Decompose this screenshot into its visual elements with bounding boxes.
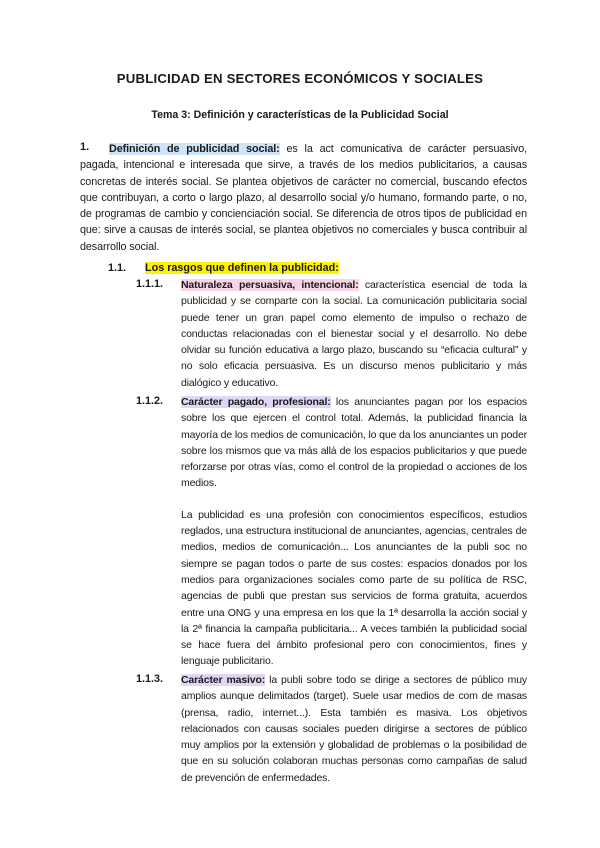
item-number: 1.1.3. xyxy=(136,673,164,685)
item-paragraph xyxy=(181,277,527,391)
item-paragraph-second: La publicidad es una profesión con conocimientos específicos, estudios reglados, una estructura institucional de anunciantes, agencias, centrales de medios, medios de comunicación... Los anunciantes de la publi soc no siempre se pagan todos o parte de sus costes: espacios donados por los medios para organizaciones sociales como parte de su política de RSC, agencias de publi que prestan sus servicios de forma gratuita, acuerdos entre una ONG y una empresa en los que la 1ª desarrolla la acción social y la 2ª financia la campaña publicitaria... A veces también la publicidad social se hace fuera del ámbito profesional pero con conocimientos, fines y lenguaje publicitario. xyxy=(181,508,527,668)
item-body xyxy=(181,277,527,391)
item-body xyxy=(181,672,527,786)
document-title: PUBLICIDAD EN SECTORES ECONÓMICOS Y SOCIALES xyxy=(116,71,484,86)
item-paragraph-text: característica esencial de toda la publicidad y se comparte con la social. La comunicación publicitaria social puede tener un gran papel como elemento de impulso o rechazo de conductas relacionadas con el bienestar social y el desarrollo. No debe olvidar su función educativa a largo plazo, buscando su “eficacia cultural” y no solo eficacia persuasiva. Es un discurso menos publicitario y más dialógico y educativo. xyxy=(181,279,527,389)
item-paragraph-text: los anunciantes pagan por los espacios sobre los que ejercen el control total. Además, la publicidad financia la mayoría de los medios de comunicación, lo que da los anunciantes un poder sobre los mismos que va más allá de los espacios publicitarios y que puede reforzarse por otras vías, como el control de la propiedad o acciones de los medios. xyxy=(181,396,527,490)
section-body: es la act comunicativa de carácter persuasivo, pagada, intencional e interesada que sirve, a través de los medios publicitarios, a causas concretas de interés social. Se plantea objetivos de carácter no comercial, buscando efectos que contribuyan, a corto o largo plazo, al desarrollo social y/o humano, formando parte, o no, de programas de cambio y concienciación social. Se diferencia de otros tipos de publicidad en que: sirve a causas de interés social, se plantea objetivos no comerciales y busca contribuir al desarrollo social. xyxy=(80,143,527,253)
item-heading: Naturaleza persuasiva, intencional: xyxy=(181,279,359,291)
item-heading: Carácter masivo: xyxy=(181,674,266,686)
item-paragraph xyxy=(181,394,527,492)
section-heading: Definición de publicidad social: xyxy=(109,143,280,155)
item-number: 1.1.2. xyxy=(136,395,164,407)
subsection-number: 1.1. xyxy=(108,262,127,274)
item-number: 1.1.1. xyxy=(136,278,164,290)
section-number: 1. xyxy=(80,141,90,153)
item-body xyxy=(181,394,527,670)
document-subtitle: Tema 3: Definición y características de la Publicidad Social xyxy=(151,109,449,121)
item-heading: Carácter pagado, profesional: xyxy=(181,396,331,408)
item-paragraph-text: la publi sobre todo se dirige a sectores de público muy amplios aunque delimitados (target). Suele usar medios de com de masas (prensa, radio, internet...). Esta también es masiva. Los objetivos relacionados con causas sociales pueden dirigirse a sectores de público muy amplios por la extensión y globalidad de problemas o la posibilidad de que en su solución colaboran muchas personas como campañas de salud de prevención de enfermedades. xyxy=(181,674,527,784)
subsection-heading-text: Los rasgos que definen la publicidad: xyxy=(145,262,339,274)
subsection-heading xyxy=(145,262,339,274)
section-definition-paragraph xyxy=(80,141,527,255)
item-paragraph xyxy=(181,672,527,786)
